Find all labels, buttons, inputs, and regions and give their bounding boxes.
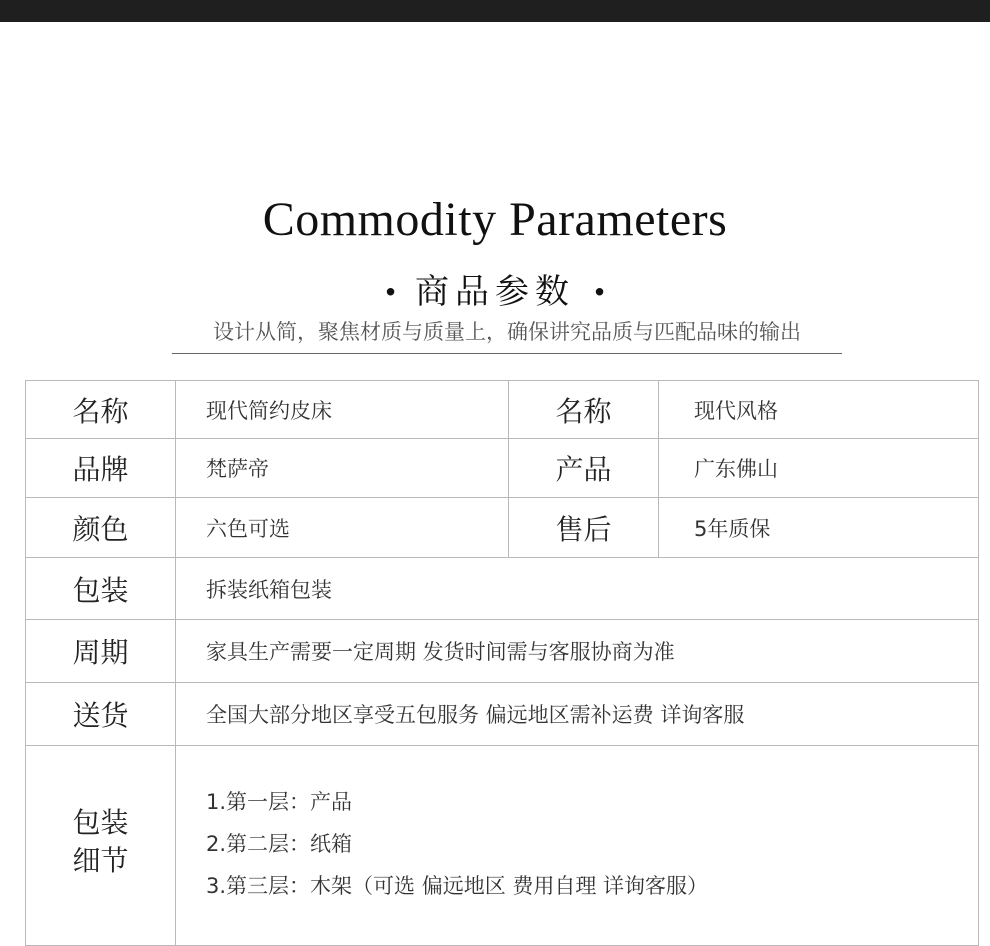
spec-value: 现代风格 (659, 381, 979, 439)
spec-row-packing-detail (26, 746, 979, 946)
spec-label-line: 细节 (72, 844, 129, 877)
spec-label: 产品 (509, 439, 659, 498)
spec-value: 全国大部分地区享受五包服务 偏远地区需补运费 详询客服 (176, 683, 979, 746)
spec-value: 现代简约皮床 (176, 381, 509, 439)
spec-label: 颜色 (26, 498, 176, 558)
spec-table (25, 380, 979, 946)
subtitle: 设计从简，聚焦材质与质量上，确保讲究品质与匹配品味的输出 (172, 316, 842, 354)
spec-label: 送货 (26, 683, 176, 746)
spec-label: 周期 (26, 620, 176, 683)
spec-value: 六色可选 (176, 498, 509, 558)
spec-value: 广东佛山 (659, 439, 979, 498)
bullet-dot-left: • (382, 278, 399, 309)
title-chinese (0, 264, 990, 313)
bullet-dot-right: • (591, 278, 608, 309)
packing-layer-item: 3.第三层：木架（可选 偏远地区 费用自理 详询客服） (206, 874, 709, 898)
spec-row-brand (26, 439, 979, 498)
spec-value: 家具生产需要一定周期 发货时间需与客服协商为准 (176, 620, 979, 683)
spec-value-list (176, 746, 979, 946)
spec-label: 包装 (26, 558, 176, 620)
spec-label: 名称 (26, 381, 176, 439)
packing-layer-item: 2.第二层：纸箱 (206, 832, 353, 856)
spec-label-cell (26, 746, 176, 946)
spec-value: 拆装纸箱包装 (176, 558, 979, 620)
spec-row-color (26, 498, 979, 558)
title-chinese-text: 商品参数 (415, 272, 575, 312)
spec-value: 梵萨帝 (176, 439, 509, 498)
spec-label: 名称 (509, 381, 659, 439)
top-bar (0, 0, 990, 22)
spec-label: 品牌 (26, 439, 176, 498)
packing-layer-item: 1.第一层：产品 (206, 790, 353, 814)
title-english: Commodity Parameters (262, 193, 728, 246)
spec-value: 5年质保 (659, 498, 979, 558)
spec-row-packaging (26, 558, 979, 620)
spec-label-line: 包装 (72, 806, 129, 839)
spec-row-name (26, 381, 979, 439)
spec-row-cycle (26, 620, 979, 683)
spec-row-delivery (26, 683, 979, 746)
spec-label: 售后 (509, 498, 659, 558)
